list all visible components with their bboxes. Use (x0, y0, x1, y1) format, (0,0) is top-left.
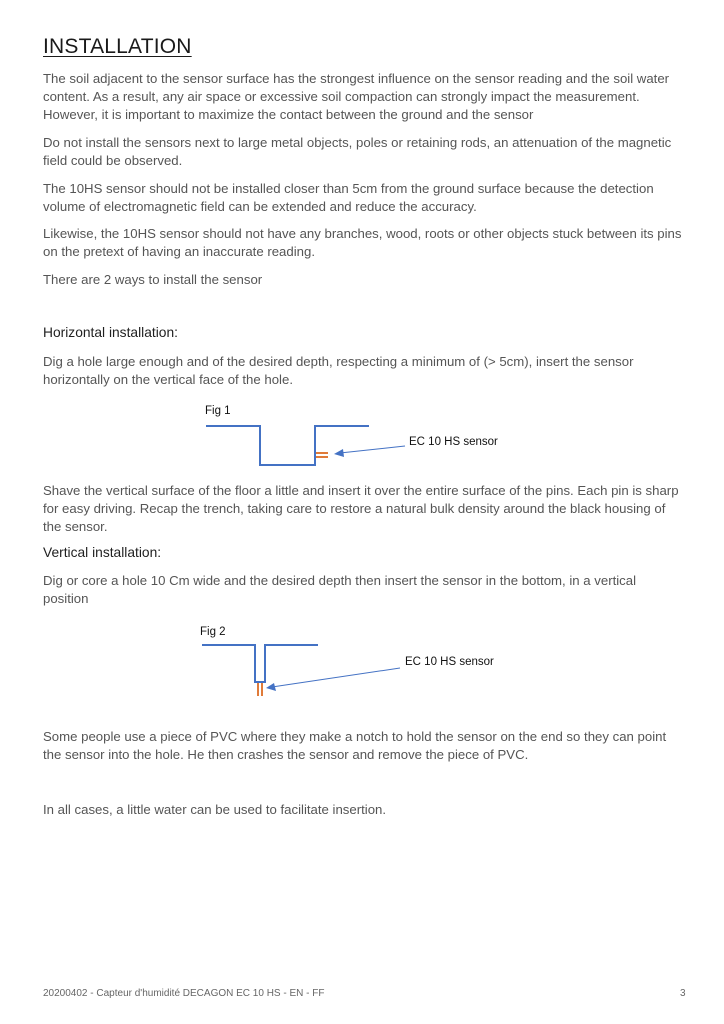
page-title: INSTALLATION (43, 35, 192, 58)
intro-paragraph-1: The soil adjacent to the sensor surface has the strongest influence on the sensor reading and the soil water content. As a result, any air space or excessive soil compaction can strongly impact the measurement. However, it is important to maximize the contact between the ground and the sensor (43, 71, 670, 123)
vertical-installation-heading: Vertical installation: (43, 545, 162, 560)
intro-paragraph-4: Likewise, the 10HS sensor should not have any branches, wood, roots or other objects stuck between its pins on the pretext of having an inaccurate reading. (43, 226, 682, 260)
horizontal-installation-heading: Horizontal installation: (43, 325, 178, 340)
footer-page-number: 3 (680, 988, 686, 999)
figure-2-callout-arrow (272, 668, 400, 687)
figure-1-label: Fig 1 (205, 405, 231, 417)
figure-2-label: Fig 2 (200, 626, 226, 638)
figure-2-hole-outline (202, 645, 318, 682)
vertical-instructions: Dig or core a hole 10 Cm wide and the desired depth then insert the sensor in the bottom, in a vertical position (43, 573, 637, 607)
horizontal-instructions: Dig a hole large enough and of the desired depth, respecting a minimum of (> 5cm), insert the sensor horizontally on the vertical face of the hole. (43, 354, 634, 388)
horizontal-followup: Shave the vertical surface of the floor a little and insert it over the entire surface of the pins. Each pin is sharp for easy driving. Recap the trench, taking care to restore a natural bulk density around the black housing of the sensor. (43, 483, 679, 535)
intro-paragraph-5: There are 2 ways to install the sensor (43, 272, 263, 287)
figure-1-diagram (0, 420, 724, 480)
figure-1-callout-arrow (340, 446, 405, 453)
intro-paragraph-2: Do not install the sensors next to large metal objects, poles or retaining rods, an attenuation of the magnetic field could be observed. (43, 135, 672, 169)
intro-paragraph-3: The 10HS sensor should not be installed closer than 5cm from the ground surface because the detection volume of electromagnetic field can be extended and reduce the accuracy. (43, 181, 654, 215)
figure-2-diagram (0, 640, 724, 700)
figure-1-trench-outline (206, 426, 369, 465)
figure-1-callout: EC 10 HS sensor (409, 436, 498, 448)
figure-2-arrow-head (266, 683, 276, 691)
figure-1-arrow-head (334, 449, 344, 457)
closing-note: In all cases, a little water can be used to facilitate insertion. (43, 802, 387, 817)
footer-document-title: 20200402 - Capteur d'humidité DECAGON EC 10 HS - EN - FF (43, 988, 325, 999)
vertical-followup: Some people use a piece of PVC where they make a notch to hold the sensor on the end so they can point the sensor into the hole. He then crashes the sensor and remove the piece of PVC. (43, 729, 667, 763)
figure-2-callout: EC 10 HS sensor (405, 656, 494, 668)
